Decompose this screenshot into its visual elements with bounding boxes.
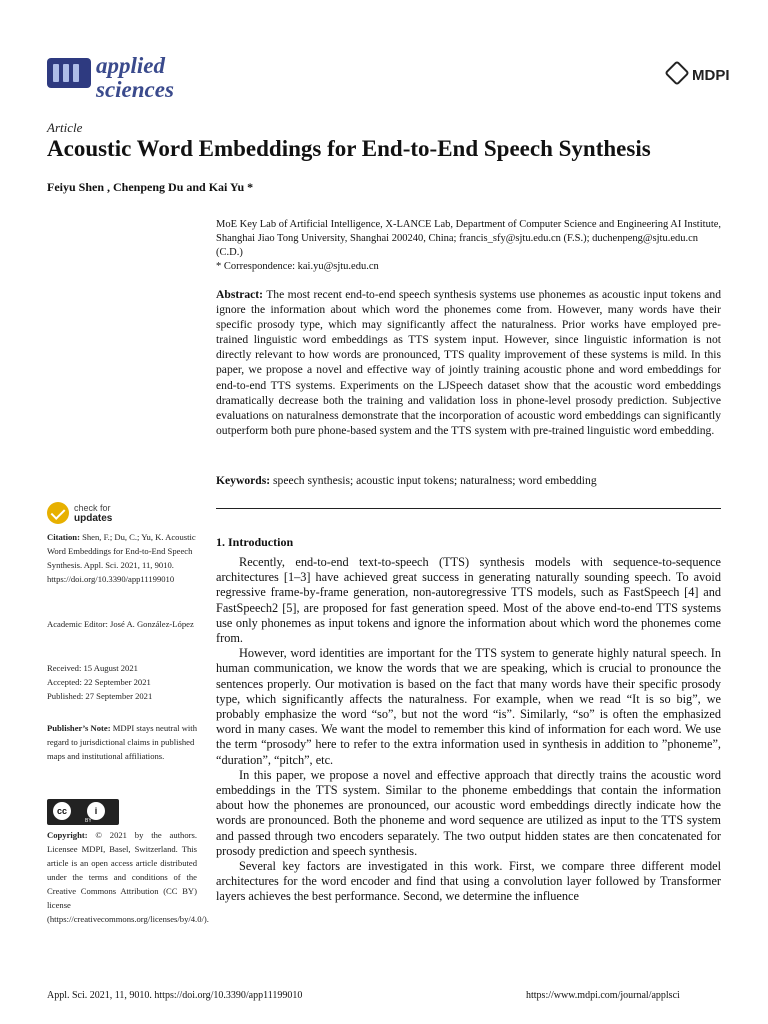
dates-block — [47, 661, 197, 703]
publisher-name: MDPI — [692, 67, 730, 84]
correspondence-text: * Correspondence: kai.yu@sjtu.edu.cn — [216, 261, 379, 272]
citation-label: Citation: — [47, 532, 80, 542]
article-type: Article — [47, 120, 83, 135]
received-date: Received: 15 August 2021 — [47, 663, 138, 673]
copyright-block — [47, 828, 209, 926]
publisher-note-label: Publisher’s Note: — [47, 723, 111, 733]
introduction-body — [216, 555, 721, 905]
intro-paragraph-1: Recently, end-to-end text-to-speech (TTS) synthesis models with sequence-to-sequence architectures [1–3] have achieved great success in generating naturally sounding speech. To avoid regressive frame-by-frame generation, non-autoregressive TTS models, such as FastSpeech [4] and FastSpeech2 [5], are proposed for fast generation speed. Most of the above end-to-end TTS systems use only phonemes as input tokens and ignore the information about which word the phonemes come from. — [216, 555, 721, 646]
copyright-text: © 2021 by the authors. Licensee MDPI, Basel, Switzerland. This article is an open access article distributed under the terms and conditions of the Creative Commons Attribution (CC BY) license (https://creativecommons.org/licenses/by/4.0/). — [47, 830, 209, 924]
divider — [216, 508, 721, 509]
intro-paragraph-3: In this paper, we propose a novel and effective approach that directly trains the acoustic word embeddings in the TTS system. Similar to the phoneme embeddings that contain the information about how the phonemes are pronounced, our acoustic word embeddings directly indicate how the words are pronounced. Both the phoneme and word sequence are utilized as input to the TTS system and passed through two encoders separately. The two output hidden states are then concatenated for prosody prediction and speech synthesis. — [216, 767, 721, 858]
check-line1: check for — [74, 503, 111, 513]
intro-paragraph-4: Several key factors are investigated in this work. First, we compare three different model architectures for the word encoder and find that using a convolution layer followed by Transformer layers achieves the best performance. Second, we determine the influence — [216, 859, 721, 904]
published-date: Published: 27 September 2021 — [47, 691, 153, 701]
cc-by-label: BY — [85, 818, 92, 824]
publisher-note-text: MDPI stays neutral with regard to jurisdictional claims in published maps and institutional affiliations. — [47, 723, 197, 761]
footer-journal-url[interactable]: https://www.mdpi.com/journal/applsci — [526, 990, 680, 1001]
keywords-text: speech synthesis; acoustic input tokens; naturalness; word embedding — [273, 474, 597, 487]
journal-name-line2: sciences — [96, 77, 174, 102]
section-heading: 1. Introduction — [216, 535, 294, 549]
accepted-date: Accepted: 22 September 2021 — [47, 677, 151, 687]
abstract-text: The most recent end-to-end speech synthesis systems use phonemes as acoustic input tokens and ignore the information about which word the phonemes come from. However, many words have their specific prosody type, which may significantly affect the naturalness. Prior works have employed pre-trained linguistic word embeddings as TTS system input. However, since linguistic information is not directly relevant to how words are pronounced, TTS quality improvement of these systems is mild. In this paper, we propose a novel and effective way of jointly training acoustic phone and word embeddings for end-to-end TTS systems. Experiments on the LJSpeech dataset show that the acoustic word embeddings dramatically decrease both the training and validation loss in phone-level prosody prediction. Subjective evaluations on naturalness demonstrate that the incorporation of acoustic word embeddings can significantly outperform both pure phone-based system and the TTS system with pre-trained linguistic word embedding. — [216, 288, 721, 437]
abstract — [216, 287, 721, 438]
paper-authors: Feiyu Shen , Chenpeng Du and Kai Yu * — [47, 180, 254, 194]
citation-text: Shen, F.; Du, C.; Yu, K. Acoustic Word Embeddings for End-to-End Speech Synthesis. Appl. Sci. 2021, 11, 9010. https://doi.org/10.3390/app11199010 — [47, 532, 196, 584]
footer-citation[interactable]: Appl. Sci. 2021, 11, 9010. https://doi.org/10.3390/app11199010 — [47, 990, 303, 1001]
journal-logo-icon — [47, 58, 91, 88]
paper-title: Acoustic Word Embeddings for End-to-End Speech Synthesis — [47, 136, 651, 161]
publisher-logo[interactable] — [668, 64, 730, 84]
affiliation-text: MoE Key Lab of Artificial Intelligence, X-LANCE Lab, Department of Computer Science and Engineering AI Institute, Shanghai Jiao Tong University, Shanghai 200240, China; francis_sfy@sjtu.edu.cn (F.S.); duchenpeng@sjtu.edu.cn (C.D.) — [216, 219, 722, 258]
check-for-updates-link[interactable] — [74, 503, 112, 524]
affiliation-block — [216, 218, 726, 274]
intro-paragraph-2: However, word identities are important for the TTS system to generate highly natural speech. In human communication, we know the words that we are speaking, which is crucial to pronounce the sentences properly. Our motivation is based on the fact that many words have their specific prosody type, which significantly affects the naturalness. For example, when we read “It is so big”, we probably emphasize the word “so”, but not the word “is”. Similarly, “so” is often the emphasized word in many cases. We want the model to remember this kind of information for each word. We use the term “prosody” here to refer to the extra information used in synthesis in addition to ”phoneme”, “duration”, “pitch”, etc. — [216, 646, 721, 767]
abstract-label: Abstract: — [216, 288, 264, 301]
journal-name-line1: applied — [96, 53, 165, 78]
academic-editor: Academic Editor: José A. González-López — [47, 619, 194, 629]
keywords — [216, 474, 721, 487]
check-for-updates-icon[interactable] — [47, 502, 69, 524]
check-line2: updates — [74, 513, 113, 524]
cc-icon: cc — [53, 802, 71, 820]
mdpi-hex-icon — [664, 60, 689, 85]
cc-by-license-badge[interactable] — [47, 799, 119, 825]
citation-block — [47, 530, 197, 586]
copyright-label: Copyright: — [47, 830, 88, 840]
publisher-note — [47, 721, 197, 763]
journal-name[interactable] — [96, 54, 174, 102]
attribution-icon: i — [87, 802, 105, 820]
keywords-label: Keywords: — [216, 474, 271, 487]
